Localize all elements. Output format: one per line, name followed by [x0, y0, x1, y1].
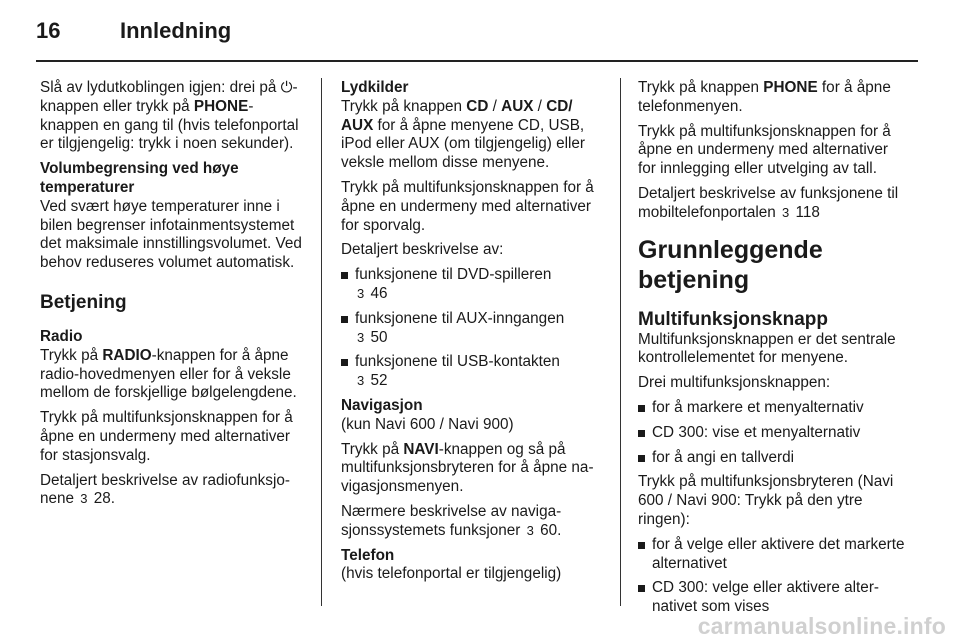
phone-key-label: PHONE	[193, 97, 249, 115]
volume-heading: Volumbegrensing ved høye temperaturer	[40, 160, 239, 196]
page-header	[36, 14, 918, 54]
list-item: funksjonene til AUX-inngangen 3 50	[341, 310, 607, 348]
drei-paragraph: Drei multifunksjonsknappen:	[638, 374, 831, 392]
list-item: CD 300: velge eller aktivere alternativet som vises	[638, 579, 908, 617]
page-ref-arrow-icon: 3	[80, 491, 88, 507]
telefon-heading: Telefon	[341, 546, 395, 564]
radio-heading: Radio	[40, 327, 83, 345]
column-middle	[341, 79, 607, 590]
grunnleggende-heading: Grunnleggende betjening	[638, 235, 823, 294]
column-divider	[620, 78, 621, 606]
page-ref-arrow-icon: 3	[357, 285, 365, 301]
page-ref-arrow-icon: 3	[357, 373, 365, 389]
lydkilder-paragraph: Trykk på knappen CD / AUX / CD/ AUX for å åpne menyene CD, USB, iPod eller AUX (om tilgjengelig) eller veksle mellom disse menyene.	[341, 97, 586, 172]
phone-paragraph: Trykk på knappen PHONE for å åpne telefonmenyen.	[638, 79, 891, 115]
page-ref-arrow-icon: 3	[526, 522, 534, 538]
cd-aux-key-label: CD/ AUX	[341, 97, 573, 134]
navi-key-label: NAVI	[403, 440, 439, 458]
list-item: CD 300: vise et menyalternativ	[638, 424, 908, 443]
page-ref-arrow-icon: 3	[357, 329, 365, 345]
page-ref[interactable]: 118	[795, 203, 820, 221]
drei-list	[638, 399, 908, 467]
page-ref[interactable]: 60.	[540, 521, 562, 539]
watermark: carmanualsonline.info	[697, 613, 946, 639]
lydkilder-heading: Lydkilder	[341, 79, 409, 96]
aux-key-label: AUX	[501, 97, 534, 115]
list-item: funksjonene til USB-kontakten 3 52	[341, 353, 607, 391]
radio-detail-paragraph: Detaljert beskrivelse av radiofunksjonene 3 28.	[40, 471, 290, 508]
radio-key-label: RADIO	[102, 346, 152, 364]
column-right	[638, 79, 908, 623]
navigasjon-detail-paragraph: Nærmere beskrivelse av navigasjonssystemets funksjoner 3 60.	[341, 502, 562, 539]
column-left	[40, 79, 302, 515]
multifunksjonsknapp-paragraph: Multifunksjonsknappen er det sentrale kontrollelementet for menyene.	[638, 330, 896, 367]
chapter-title: Innledning	[120, 18, 232, 43]
page-ref[interactable]: 46	[370, 284, 388, 302]
list-item: for å angi en tallverdi	[638, 449, 908, 468]
column-divider	[321, 78, 322, 606]
list-item: for å velge eller aktivere det markerte alternativet	[638, 536, 908, 574]
trykk-paragraph: Trykk på multifunksjonsbryteren (Navi 600 / Navi 900: Trykk på den ytre ringen):	[638, 473, 894, 528]
betjening-heading: Betjening	[40, 291, 127, 313]
list-item: funksjonene til DVD-spilleren 3 46	[341, 266, 607, 304]
lydkilder-multi-paragraph: Trykk på multifunksjonsknappen for å åpne en undermeny med alternativer for sporvalg.	[341, 178, 594, 234]
phone-detail-paragraph: Detaljert beskrivelse av funksjonene til mobiltelefonportalen 3 118	[638, 184, 899, 221]
cd-key-label: CD	[466, 97, 489, 115]
list-item: for å markere et menyalternativ	[638, 399, 908, 418]
telefon-note: (hvis telefonportal er tilgjengelig)	[341, 565, 562, 583]
header-rule	[36, 60, 918, 62]
multifunksjonsknapp-heading: Multifunksjonsknapp	[638, 308, 828, 330]
navigasjon-heading: Navigasjon	[341, 396, 423, 414]
trykk-list	[638, 536, 908, 617]
page-ref[interactable]: 52	[370, 372, 388, 390]
intro-paragraph: Slå av lydutkoblingen igjen: drei på ⏻-knappen eller trykk på PHONE-knappen en gang til (hvis telefonportal er tilgjengelig: trykk i noen sekunder).	[40, 79, 299, 153]
phone-key-label: PHONE	[763, 79, 818, 96]
navigasjon-models: (kun Navi 600 / Navi 900)	[341, 415, 514, 433]
page-ref-arrow-icon: 3	[782, 204, 790, 220]
phone-multi-paragraph: Trykk på multifunksjonsknappen for å åpne en undermeny med alternativer for innlegging eller utvelging av tall.	[638, 122, 891, 178]
radio-paragraph: Trykk på RADIO-knappen for å åpne radio-hovedmenyen eller for å veksle mellom de forskjellige bølgelengdene.	[40, 346, 297, 402]
lydkilder-detail-paragraph: Detaljert beskrivelse av:	[341, 241, 504, 259]
lydkilder-list	[341, 266, 607, 391]
navigasjon-paragraph: Trykk på NAVI-knappen og så på multifunksjonsbryteren for å åpne navigasjonsmenyen.	[341, 440, 594, 496]
page-ref[interactable]: 28.	[93, 490, 116, 508]
page-ref[interactable]: 50	[370, 328, 388, 346]
page-number: 16	[36, 18, 61, 43]
volume-paragraph: Ved svært høye temperaturer inne i bilen begrenser infotainmentsystemet det maksimale innstillingsvolumet. Ved behov reduseres volumet automatisk.	[40, 197, 302, 272]
radio-multi-paragraph: Trykk på multifunksjonsknappen for å åpne en undermeny med alternativer for stasjonsvalg.	[40, 409, 293, 464]
power-icon: ⏻	[280, 79, 293, 96]
